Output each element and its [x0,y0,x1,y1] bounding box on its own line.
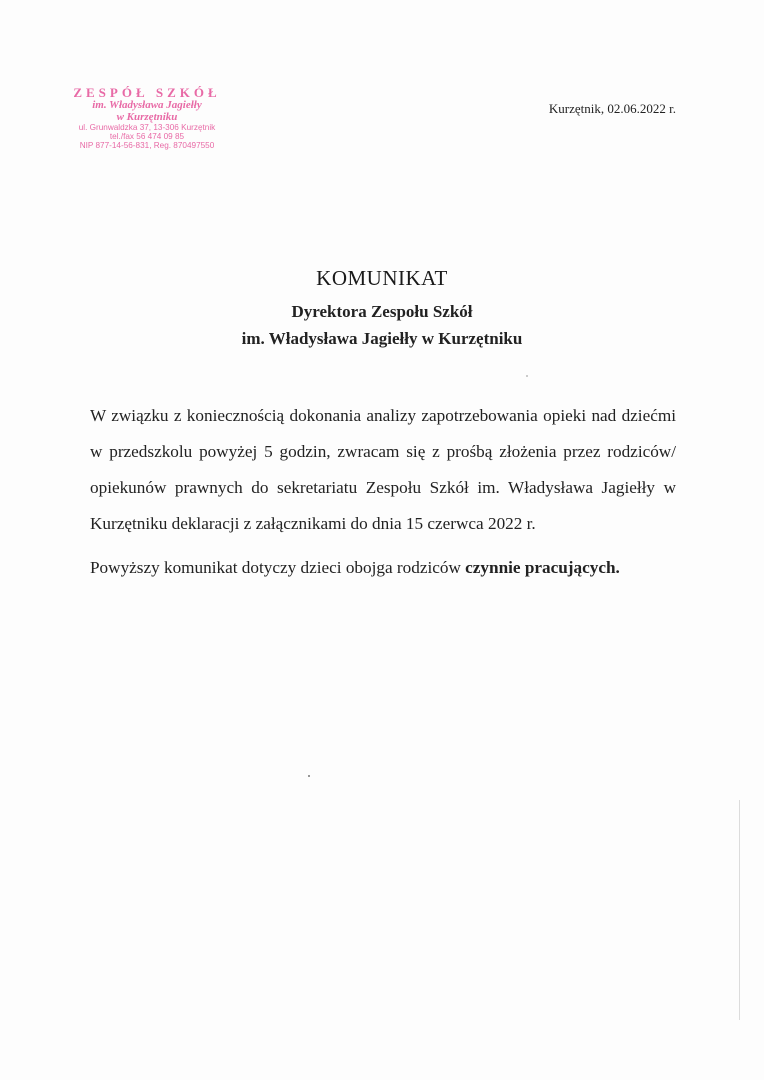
document-title: KOMUNIKAT [316,266,448,290]
stamp-address: ul. Grunwaldzka 37, 13-306 Kurzętnik [78,123,216,132]
scan-edge-line [739,800,740,1020]
stamp-phone: tel./fax 56 474 09 85 [109,132,185,142]
scan-speck [526,375,528,377]
scan-speck [308,775,310,777]
document-date: Kurzętnik, 02.06.2022 r. [548,101,676,116]
stamp-patron: im. Władysława Jagiełły [92,99,202,111]
body-paragraph-2-emphasis: czynnie pracujących. [465,558,620,577]
document-subtitle-line2: im. Władysława Jagiełły w Kurzętniku [241,329,523,348]
stamp-town: w Kurzętniku [116,111,178,123]
stamp-school-name: ZESPÓŁ SZKÓŁ [73,85,221,100]
document-body [90,398,676,586]
body-paragraph-2 [90,550,676,586]
stamp-nip: NIP 877-14-56-831, Reg. 870497550 [79,141,215,151]
body-paragraph-1: W związku z koniecznością dokonania analizy zapotrzebowania opieki nad dziećmi w przedszkolu powyżej 5 godzin, zwracam się z prośbą złożenia przez rodziców/ opiekunów prawnych do sekretariatu Zespołu Szkół im. Władysława Jagiełły w Kurzętniku deklaracji z załącznikami do dnia 15 czerwca 2022 r. [90,406,676,533]
body-paragraph-2-text: Powyższy komunikat dotyczy dzieci obojga rodziców [90,558,466,577]
document-subtitle-line1: Dyrektora Zespołu Szkół [291,302,473,321]
school-stamp [56,86,238,151]
